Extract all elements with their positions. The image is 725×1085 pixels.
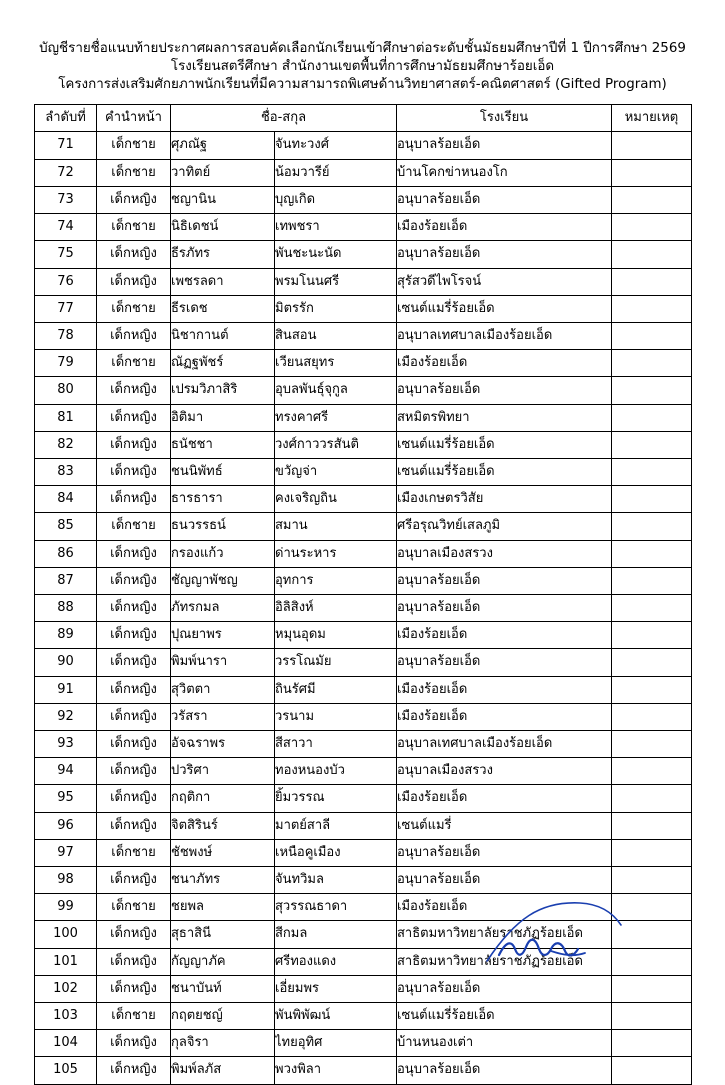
cell-first-name: สุวิตตา bbox=[171, 676, 275, 703]
cell-note bbox=[612, 1002, 692, 1029]
cell-note bbox=[612, 513, 692, 540]
cell-prefix: เด็กหญิง bbox=[97, 458, 171, 485]
cell-first-name: พิมพ์ลภัส bbox=[171, 1057, 275, 1084]
cell-first-name: ชัชพงษ์ bbox=[171, 839, 275, 866]
cell-school: สาธิตมหาวิทยาลัยราชภัฏร้อยเอ็ด bbox=[397, 948, 612, 975]
table-row bbox=[35, 377, 692, 404]
table-row bbox=[35, 730, 692, 757]
cell-prefix: เด็กชาย bbox=[97, 894, 171, 921]
cell-first-name: ปุณยาพร bbox=[171, 622, 275, 649]
cell-last-name: พันพิพัฒน์ bbox=[275, 1002, 397, 1029]
table-row bbox=[35, 1002, 692, 1029]
cell-no: 94 bbox=[35, 758, 97, 785]
cell-prefix: เด็กชาย bbox=[97, 159, 171, 186]
cell-prefix: เด็กหญิง bbox=[97, 404, 171, 431]
table-row bbox=[35, 268, 692, 295]
table-row bbox=[35, 322, 692, 349]
cell-note bbox=[612, 567, 692, 594]
cell-note bbox=[612, 268, 692, 295]
cell-first-name: นิธิเดชน์ bbox=[171, 214, 275, 241]
cell-first-name: ธนัชชา bbox=[171, 431, 275, 458]
cell-no: 84 bbox=[35, 486, 97, 513]
cell-school: อนุบาลร้อยเอ็ด bbox=[397, 132, 612, 159]
cell-prefix: เด็กชาย bbox=[97, 350, 171, 377]
cell-no: 102 bbox=[35, 975, 97, 1002]
cell-prefix: เด็กหญิง bbox=[97, 866, 171, 893]
cell-school: เมืองร้อยเอ็ด bbox=[397, 350, 612, 377]
cell-first-name: ชัญญาพัชญ bbox=[171, 567, 275, 594]
cell-prefix: เด็กหญิง bbox=[97, 730, 171, 757]
cell-school: อนุบาลร้อยเอ็ด bbox=[397, 1057, 612, 1084]
cell-no: 78 bbox=[35, 322, 97, 349]
cell-last-name: ทองหนองบัว bbox=[275, 758, 397, 785]
cell-prefix: เด็กหญิง bbox=[97, 649, 171, 676]
cell-prefix: เด็กหญิง bbox=[97, 703, 171, 730]
cell-no: 91 bbox=[35, 676, 97, 703]
cell-no: 104 bbox=[35, 1030, 97, 1057]
cell-first-name: อิติมา bbox=[171, 404, 275, 431]
cell-no: 95 bbox=[35, 785, 97, 812]
cell-prefix: เด็กหญิง bbox=[97, 322, 171, 349]
table-row bbox=[35, 214, 692, 241]
cell-first-name: ชนาบันท์ bbox=[171, 975, 275, 1002]
cell-first-name: กุลจิรา bbox=[171, 1030, 275, 1057]
cell-note bbox=[612, 894, 692, 921]
cell-last-name: วงศ์กาววรสันติ bbox=[275, 431, 397, 458]
cell-no: 88 bbox=[35, 594, 97, 621]
cell-prefix: เด็กหญิง bbox=[97, 758, 171, 785]
cell-last-name: จันทะวงศ์ bbox=[275, 132, 397, 159]
table-row bbox=[35, 594, 692, 621]
cell-note bbox=[612, 594, 692, 621]
cell-last-name: ด่านระหาร bbox=[275, 540, 397, 567]
table-row bbox=[35, 649, 692, 676]
cell-no: 98 bbox=[35, 866, 97, 893]
cell-no: 72 bbox=[35, 159, 97, 186]
table-row bbox=[35, 812, 692, 839]
cell-note bbox=[612, 649, 692, 676]
cell-school: อนุบาลร้อยเอ็ด bbox=[397, 649, 612, 676]
cell-school: อนุบาลร้อยเอ็ด bbox=[397, 186, 612, 213]
cell-note bbox=[612, 948, 692, 975]
cell-prefix: เด็กชาย bbox=[97, 839, 171, 866]
column-header-no: ลำดับที่ bbox=[35, 105, 97, 132]
cell-note bbox=[612, 241, 692, 268]
student-roster-table bbox=[34, 104, 692, 1084]
cell-school: อนุบาลร้อยเอ็ด bbox=[397, 839, 612, 866]
cell-last-name: สีสาวา bbox=[275, 730, 397, 757]
cell-no: 77 bbox=[35, 295, 97, 322]
cell-no: 87 bbox=[35, 567, 97, 594]
cell-no: 90 bbox=[35, 649, 97, 676]
cell-first-name: อัจฉราพร bbox=[171, 730, 275, 757]
cell-last-name: หมุนอุดม bbox=[275, 622, 397, 649]
cell-last-name: วรนาม bbox=[275, 703, 397, 730]
cell-note bbox=[612, 132, 692, 159]
cell-no: 79 bbox=[35, 350, 97, 377]
cell-school: เมืองเกษตรวิสัย bbox=[397, 486, 612, 513]
cell-note bbox=[612, 458, 692, 485]
cell-first-name: ชยพล bbox=[171, 894, 275, 921]
cell-school: เมืองร้อยเอ็ด bbox=[397, 703, 612, 730]
cell-first-name: วรัสรา bbox=[171, 703, 275, 730]
cell-note bbox=[612, 322, 692, 349]
cell-prefix: เด็กหญิง bbox=[97, 540, 171, 567]
cell-first-name: สุธาสินี bbox=[171, 921, 275, 948]
cell-note bbox=[612, 758, 692, 785]
table-row bbox=[35, 839, 692, 866]
cell-school: อนุบาลเมืองสรวง bbox=[397, 540, 612, 567]
column-header-prefix: คำนำหน้า bbox=[97, 105, 171, 132]
cell-no: 105 bbox=[35, 1057, 97, 1084]
cell-note bbox=[612, 622, 692, 649]
cell-first-name: กัญญาภัค bbox=[171, 948, 275, 975]
cell-first-name: กฤติกา bbox=[171, 785, 275, 812]
cell-first-name: ภัทรกมล bbox=[171, 594, 275, 621]
cell-note bbox=[612, 730, 692, 757]
table-row bbox=[35, 431, 692, 458]
cell-first-name: ชญานิน bbox=[171, 186, 275, 213]
cell-school: เมืองร้อยเอ็ด bbox=[397, 676, 612, 703]
cell-note bbox=[612, 785, 692, 812]
table-row bbox=[35, 866, 692, 893]
cell-last-name: สินสอน bbox=[275, 322, 397, 349]
cell-first-name: ชนาภัทร bbox=[171, 866, 275, 893]
cell-school: เซนต์แมรี่ร้อยเอ็ด bbox=[397, 458, 612, 485]
cell-no: 92 bbox=[35, 703, 97, 730]
cell-first-name: ธีรภัทร bbox=[171, 241, 275, 268]
cell-school: อนุบาลเทศบาลเมืองร้อยเอ็ด bbox=[397, 730, 612, 757]
cell-no: 80 bbox=[35, 377, 97, 404]
table-row bbox=[35, 513, 692, 540]
cell-no: 83 bbox=[35, 458, 97, 485]
cell-no: 74 bbox=[35, 214, 97, 241]
cell-prefix: เด็กหญิง bbox=[97, 377, 171, 404]
cell-last-name: จันทวิมล bbox=[275, 866, 397, 893]
table-row bbox=[35, 404, 692, 431]
cell-no: 86 bbox=[35, 540, 97, 567]
cell-school: บ้านหนองเต่า bbox=[397, 1030, 612, 1057]
cell-school: อนุบาลร้อยเอ็ด bbox=[397, 241, 612, 268]
cell-note bbox=[612, 1030, 692, 1057]
cell-no: 73 bbox=[35, 186, 97, 213]
table-row bbox=[35, 540, 692, 567]
cell-no: 99 bbox=[35, 894, 97, 921]
cell-last-name: ถินรัศมี bbox=[275, 676, 397, 703]
table-row bbox=[35, 758, 692, 785]
cell-note bbox=[612, 703, 692, 730]
cell-note bbox=[612, 377, 692, 404]
cell-school: เมืองร้อยเอ็ด bbox=[397, 622, 612, 649]
document-header bbox=[34, 40, 691, 94]
cell-first-name: ธารธารา bbox=[171, 486, 275, 513]
cell-school: เซนต์แมรี่ bbox=[397, 812, 612, 839]
cell-first-name: จิตสิรินร์ bbox=[171, 812, 275, 839]
cell-school: เมืองร้อยเอ็ด bbox=[397, 785, 612, 812]
cell-last-name: ยิ้มวรรณ bbox=[275, 785, 397, 812]
cell-no: 71 bbox=[35, 132, 97, 159]
cell-no: 85 bbox=[35, 513, 97, 540]
cell-school: สุรัสวดีไพโรจน์ bbox=[397, 268, 612, 295]
table-body bbox=[35, 132, 692, 1084]
cell-first-name: นิชากานต์ bbox=[171, 322, 275, 349]
table-row bbox=[35, 785, 692, 812]
cell-prefix: เด็กหญิง bbox=[97, 785, 171, 812]
cell-note bbox=[612, 1057, 692, 1084]
table-row bbox=[35, 132, 692, 159]
cell-school: สาธิตมหาวิทยาลัยราชภัฏร้อยเอ็ด bbox=[397, 921, 612, 948]
cell-last-name: อุบลพันธุ์จุกูล bbox=[275, 377, 397, 404]
cell-first-name: วาทิตย์ bbox=[171, 159, 275, 186]
cell-last-name: พวงพิลา bbox=[275, 1057, 397, 1084]
cell-no: 100 bbox=[35, 921, 97, 948]
cell-first-name: ธีรเดช bbox=[171, 295, 275, 322]
cell-prefix: เด็กชาย bbox=[97, 214, 171, 241]
cell-note bbox=[612, 676, 692, 703]
cell-note bbox=[612, 540, 692, 567]
cell-note bbox=[612, 921, 692, 948]
cell-last-name: บุญเกิด bbox=[275, 186, 397, 213]
cell-last-name: น้อมวารีย์ bbox=[275, 159, 397, 186]
cell-prefix: เด็กชาย bbox=[97, 132, 171, 159]
cell-last-name: ศรีทองแดง bbox=[275, 948, 397, 975]
table-row bbox=[35, 295, 692, 322]
cell-prefix: เด็กหญิง bbox=[97, 567, 171, 594]
cell-first-name: เพชรลดา bbox=[171, 268, 275, 295]
cell-first-name: ณัฏฐพัชร์ bbox=[171, 350, 275, 377]
cell-last-name: พรมโนนศรี bbox=[275, 268, 397, 295]
cell-school: อนุบาลร้อยเอ็ด bbox=[397, 377, 612, 404]
cell-first-name: ธนวรรธน์ bbox=[171, 513, 275, 540]
cell-no: 82 bbox=[35, 431, 97, 458]
cell-last-name: ทรงคาศรี bbox=[275, 404, 397, 431]
cell-no: 103 bbox=[35, 1002, 97, 1029]
cell-no: 89 bbox=[35, 622, 97, 649]
cell-no: 81 bbox=[35, 404, 97, 431]
cell-note bbox=[612, 214, 692, 241]
table-row bbox=[35, 458, 692, 485]
cell-no: 93 bbox=[35, 730, 97, 757]
cell-prefix: เด็กหญิง bbox=[97, 1030, 171, 1057]
cell-school: บ้านโคกข่าหนองโก bbox=[397, 159, 612, 186]
cell-prefix: เด็กหญิง bbox=[97, 594, 171, 621]
cell-prefix: เด็กหญิง bbox=[97, 676, 171, 703]
cell-school: อนุบาลร้อยเอ็ด bbox=[397, 567, 612, 594]
column-header-school: โรงเรียน bbox=[397, 105, 612, 132]
cell-school: สหมิตรพิทยา bbox=[397, 404, 612, 431]
cell-prefix: เด็กหญิง bbox=[97, 486, 171, 513]
table-row bbox=[35, 921, 692, 948]
cell-school: อนุบาลร้อยเอ็ด bbox=[397, 594, 612, 621]
cell-note bbox=[612, 295, 692, 322]
table-row bbox=[35, 894, 692, 921]
cell-note bbox=[612, 486, 692, 513]
cell-prefix: เด็กหญิง bbox=[97, 812, 171, 839]
cell-last-name: สมาน bbox=[275, 513, 397, 540]
cell-school: เซนต์แมรี่ร้อยเอ็ด bbox=[397, 295, 612, 322]
cell-prefix: เด็กหญิง bbox=[97, 921, 171, 948]
cell-prefix: เด็กหญิง bbox=[97, 186, 171, 213]
cell-prefix: เด็กชาย bbox=[97, 513, 171, 540]
cell-first-name: กรองแก้ว bbox=[171, 540, 275, 567]
table-row bbox=[35, 622, 692, 649]
column-header-note: หมายเหตุ bbox=[612, 105, 692, 132]
cell-first-name: ชนนิพัทธ์ bbox=[171, 458, 275, 485]
cell-school: อนุบาลร้อยเอ็ด bbox=[397, 866, 612, 893]
cell-note bbox=[612, 350, 692, 377]
cell-no: 97 bbox=[35, 839, 97, 866]
cell-no: 96 bbox=[35, 812, 97, 839]
table-row bbox=[35, 241, 692, 268]
header-line-2: โรงเรียนสตรีศึกษา สำนักงานเขตพื้นที่การศึกษามัธยมศึกษาร้อยเอ็ด bbox=[170, 59, 555, 75]
cell-prefix: เด็กหญิง bbox=[97, 1057, 171, 1084]
cell-note bbox=[612, 431, 692, 458]
cell-school: เมืองร้อยเอ็ด bbox=[397, 894, 612, 921]
cell-no: 75 bbox=[35, 241, 97, 268]
table-row bbox=[35, 676, 692, 703]
cell-school: อนุบาลร้อยเอ็ด bbox=[397, 975, 612, 1002]
cell-last-name: พันชะนะนัด bbox=[275, 241, 397, 268]
cell-first-name: ศุภณัฐ bbox=[171, 132, 275, 159]
cell-last-name: อุทการ bbox=[275, 567, 397, 594]
cell-note bbox=[612, 866, 692, 893]
cell-school: ศรีอรุณวิทย์เสลภูมิ bbox=[397, 513, 612, 540]
cell-school: เซนต์แมรี่ร้อยเอ็ด bbox=[397, 1002, 612, 1029]
cell-school: อนุบาลเทศบาลเมืองร้อยเอ็ด bbox=[397, 322, 612, 349]
cell-prefix: เด็กหญิง bbox=[97, 241, 171, 268]
cell-last-name: เวียนสยุทร bbox=[275, 350, 397, 377]
cell-note bbox=[612, 159, 692, 186]
header-line-3: โครงการส่งเสริมศักยภาพนักเรียนที่มีความสามารถพิเศษด้านวิทยาศาสตร์-คณิตศาสตร์ (Gifted Program) bbox=[58, 77, 667, 93]
cell-last-name: ไทยอุทิศ bbox=[275, 1030, 397, 1057]
cell-last-name: สีกมล bbox=[275, 921, 397, 948]
cell-last-name: เหนือคูเมือง bbox=[275, 839, 397, 866]
cell-last-name: ขวัญจ่า bbox=[275, 458, 397, 485]
table-row bbox=[35, 975, 692, 1002]
cell-first-name: เปรมวิภาสิริ bbox=[171, 377, 275, 404]
cell-no: 76 bbox=[35, 268, 97, 295]
table-row bbox=[35, 1030, 692, 1057]
column-header-name: ชื่อ-สกุล bbox=[171, 105, 397, 132]
cell-last-name: เอี่ยมพร bbox=[275, 975, 397, 1002]
table-row bbox=[35, 186, 692, 213]
cell-note bbox=[612, 186, 692, 213]
cell-school: อนุบาลเมืองสรวง bbox=[397, 758, 612, 785]
cell-last-name: เทพชรา bbox=[275, 214, 397, 241]
cell-last-name: สุวรรณธาดา bbox=[275, 894, 397, 921]
cell-last-name: มาตย์สาลี bbox=[275, 812, 397, 839]
cell-school: เซนต์แมรี่ร้อยเอ็ด bbox=[397, 431, 612, 458]
cell-first-name: พิมพ์นารา bbox=[171, 649, 275, 676]
cell-last-name: อิลิสิงห์ bbox=[275, 594, 397, 621]
cell-first-name: กฤตยชญ์ bbox=[171, 1002, 275, 1029]
cell-prefix: เด็กหญิง bbox=[97, 975, 171, 1002]
cell-first-name: ปวริศา bbox=[171, 758, 275, 785]
cell-prefix: เด็กหญิง bbox=[97, 431, 171, 458]
table-row bbox=[35, 486, 692, 513]
cell-note bbox=[612, 975, 692, 1002]
cell-last-name: วรรโณมัย bbox=[275, 649, 397, 676]
cell-last-name: คงเจริญถิน bbox=[275, 486, 397, 513]
cell-prefix: เด็กหญิง bbox=[97, 948, 171, 975]
cell-note bbox=[612, 404, 692, 431]
header-line-1: บัญชีรายชื่อแนบท้ายประกาศผลการสอบคัดเลือกนักเรียนเข้าศึกษาต่อระดับชั้นมัธยมศึกษาปีที่ 1 ปีการศึกษา 2569 bbox=[39, 41, 686, 56]
cell-note bbox=[612, 812, 692, 839]
table-header-row bbox=[35, 105, 692, 132]
table-row bbox=[35, 703, 692, 730]
table-row bbox=[35, 350, 692, 377]
cell-last-name: มิตรรัก bbox=[275, 295, 397, 322]
table-row bbox=[35, 1057, 692, 1084]
cell-prefix: เด็กชาย bbox=[97, 1002, 171, 1029]
cell-prefix: เด็กหญิง bbox=[97, 622, 171, 649]
cell-note bbox=[612, 839, 692, 866]
table-row bbox=[35, 159, 692, 186]
cell-prefix: เด็กหญิง bbox=[97, 268, 171, 295]
cell-no: 101 bbox=[35, 948, 97, 975]
table-row bbox=[35, 948, 692, 975]
cell-prefix: เด็กชาย bbox=[97, 295, 171, 322]
table-row bbox=[35, 567, 692, 594]
cell-school: เมืองร้อยเอ็ด bbox=[397, 214, 612, 241]
